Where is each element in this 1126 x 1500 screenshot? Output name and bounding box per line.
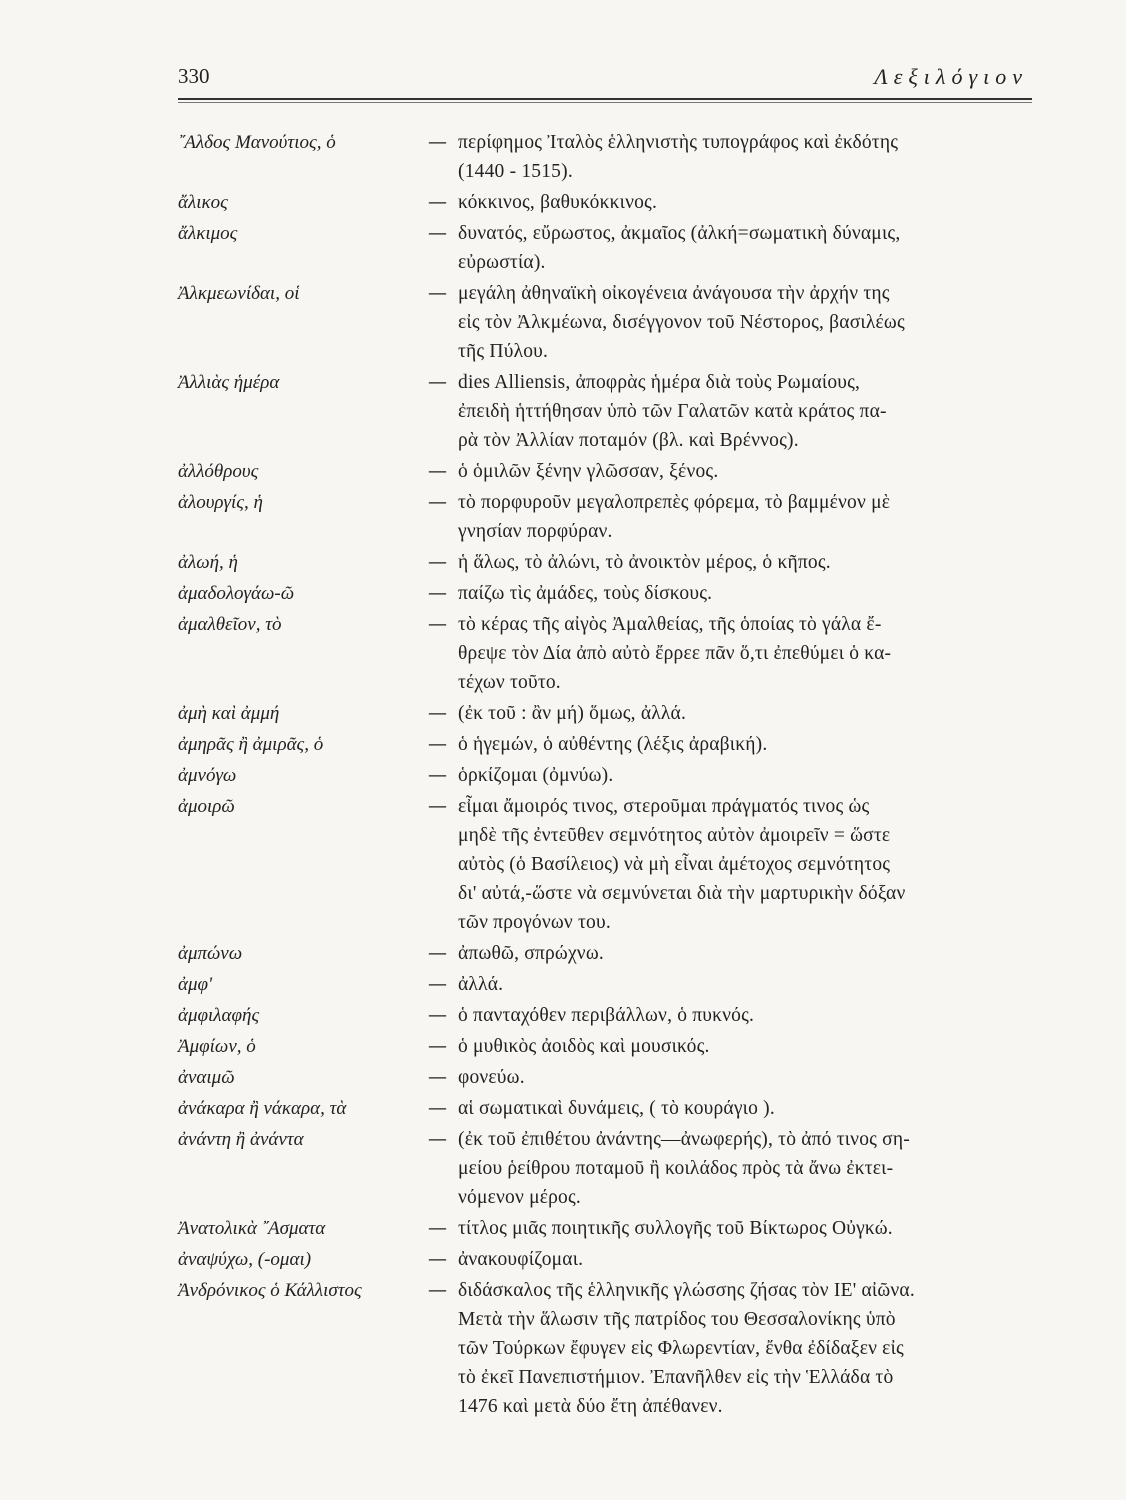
glossary-entry: [178, 128, 1038, 186]
entry-dash: —: [428, 702, 447, 724]
entry-definition: [458, 699, 1034, 728]
definition-line: θρεψε τὸν Δία ἀπὸ αὐτὸ ἔρρεε πᾶν ὅ,τι ἐπεθύμει ὁ κα-: [458, 643, 892, 664]
entry-term: ἀνάντη ἢ ἀνάντα: [178, 1129, 304, 1150]
definition-line: τὸ ἐκεῖ Πανεπιστήμιον. Ἐπανῆλθεν εἰς τὴν Ἑλλάδα τὸ: [458, 1367, 894, 1388]
entry-dash: —: [428, 371, 447, 393]
definition-line: (1440 - 1515).: [458, 161, 573, 182]
definition-line: μεγάλη ἀθηναϊκὴ οἰκογένεια ἀνάγουσα τὴν ἀρχήν της: [458, 283, 890, 304]
entry-dash: —: [428, 795, 447, 817]
glossary-entry: [178, 970, 1038, 999]
entry-term: ἀνάκαρα ἢ νάκαρα, τὰ: [178, 1098, 347, 1119]
entry-definition: [458, 128, 1034, 186]
entry-definition: [458, 368, 1034, 455]
entry-definition: [458, 730, 1034, 759]
glossary-entry: [178, 219, 1038, 277]
entry-definition: [458, 579, 1034, 608]
entry-term: Ἀμφίων, ὁ: [178, 1036, 256, 1057]
entry-definition: [458, 279, 1034, 366]
entry-term: Ἀνατολικὰ ῎Ασματα: [178, 1218, 326, 1239]
definition-line: περίφημος Ἰταλὸς ἑλληνιστὴς τυπογράφος καὶ ἐκδότης: [458, 132, 899, 153]
glossary-entries: [178, 128, 1038, 1423]
entry-term: ἀλλόθρους: [178, 461, 259, 482]
glossary-entry: [178, 279, 1038, 366]
entry-dash: —: [428, 491, 447, 513]
definition-line: τῶν Τούρκων ἔφυγεν εἰς Φλωρεντίαν, ἔνθα ἐδίδαξεν εἰς: [458, 1338, 904, 1359]
definition-line: τῆς Πύλου.: [458, 341, 549, 362]
glossary-entry: [178, 488, 1038, 546]
definition-line: εἶμαι ἄμοιρός τινος, στεροῦμαι πράγματός τινος ὡς: [458, 796, 870, 817]
glossary-entry: [178, 1001, 1038, 1030]
entry-dash: —: [428, 582, 447, 604]
definition-line: (ἐκ τοῦ : ἂν μή) ὅμως, ἀλλά.: [458, 703, 687, 724]
entry-definition: [458, 970, 1034, 999]
definition-line: ὁ ἡγεμών, ὁ αὐθέντης (λέξις ἀραβική).: [458, 734, 768, 755]
entry-term: ἀμηρᾶς ἢ ἀμιρᾶς, ὁ: [178, 734, 324, 755]
entry-term: ἀμφ': [178, 974, 213, 995]
entry-dash: —: [428, 1066, 447, 1088]
entry-dash: —: [428, 942, 447, 964]
header-rule-thin: [178, 102, 1032, 103]
definition-line: ὁ ὁμιλῶν ξένην γλῶσσαν, ξένος.: [458, 461, 719, 482]
definition-line: ἡ ἅλως, τὸ ἀλώνι, τὸ ἀνοικτὸν μέρος, ὁ κῆπος.: [458, 552, 831, 573]
header-rule: [178, 98, 1032, 100]
page-header: [178, 58, 1028, 92]
glossary-entry: [178, 368, 1038, 455]
definition-line: τὸ πορφυροῦν μεγαλοπρεπὲς φόρεμα, τὸ βαμμένον μὲ: [458, 492, 891, 513]
definition-line: αἱ σωματικαὶ δυνάμεις, ( τὸ κουράγιο ).: [458, 1098, 775, 1119]
definition-line: Μετὰ τὴν ἅλωσιν τῆς πατρίδος του Θεσσαλονίκης ὑπὸ: [458, 1309, 896, 1330]
entry-dash: —: [428, 613, 447, 635]
entry-definition: [458, 1125, 1034, 1212]
glossary-entry: [178, 1276, 1038, 1421]
page-number: 330: [178, 64, 210, 88]
entry-definition: [458, 610, 1034, 697]
entry-term: ἀμνόγω: [178, 765, 237, 786]
entry-dash: —: [428, 1035, 447, 1057]
entry-dash: —: [428, 222, 447, 244]
entry-term: ἄλκιμος: [178, 223, 238, 244]
definition-line: εἰς τὸν Ἀλκμέωνα, δισέγγονον τοῦ Νέστορος, βασιλέως: [458, 312, 905, 333]
glossary-entry: [178, 188, 1038, 217]
entry-term: ἀμαδολογάω-ῶ: [178, 583, 295, 604]
entry-dash: —: [428, 131, 447, 153]
definition-line: γνησίαν πορφύραν.: [458, 521, 613, 542]
definition-line: ἀπωθῶ, σπρώχνω.: [458, 943, 604, 964]
entry-definition: [458, 1276, 1034, 1421]
entry-dash: —: [428, 1128, 447, 1150]
definition-line: ἐπειδὴ ἡττήθησαν ὑπὸ τῶν Γαλατῶν κατὰ κράτος πα-: [458, 401, 887, 422]
entry-definition: [458, 1001, 1034, 1030]
entry-dash: —: [428, 1248, 447, 1270]
entry-dash: —: [428, 1004, 447, 1026]
entry-term: Ἀνδρόνικος ὁ Κάλλιστος: [178, 1280, 362, 1301]
entry-term: ἀμοιρῶ: [178, 796, 235, 817]
glossary-entry: [178, 761, 1038, 790]
entry-term: ῎Αλδος Μανούτιος, ὁ: [178, 132, 336, 153]
definition-line: ὁρκίζομαι (ὀμνύω).: [458, 765, 614, 786]
entry-dash: —: [428, 1097, 447, 1119]
entry-term: ἀναιμῶ: [178, 1067, 235, 1088]
glossary-entry: [178, 457, 1038, 486]
entry-term: ἀλουργίς, ἡ: [178, 492, 263, 513]
definition-line: δι' αὐτά,-ὥστε νὰ σεμνύνεται διὰ τὴν μαρτυρικὴν δόξαν: [458, 883, 906, 904]
entry-dash: —: [428, 551, 447, 573]
definition-line: τίτλος μιᾶς ποιητικῆς συλλογῆς τοῦ Βίκτωρος Οὐγκώ.: [458, 1218, 893, 1239]
definition-line: ρὰ τὸν Ἀλλίαν ποταμόν (βλ. καὶ Βρέννος).: [458, 430, 799, 451]
entry-definition: [458, 457, 1034, 486]
entry-definition: [458, 1214, 1034, 1243]
definition-line: ὁ μυθικὸς ἀοιδὸς καὶ μουσικός.: [458, 1036, 710, 1057]
definition-line: ἀνακουφίζομαι.: [458, 1249, 584, 1270]
entry-definition: [458, 939, 1034, 968]
entry-term: ἀμὴ καὶ ἀμμή: [178, 703, 280, 724]
entry-dash: —: [428, 282, 447, 304]
entry-dash: —: [428, 1279, 447, 1301]
entry-definition: [458, 761, 1034, 790]
entry-dash: —: [428, 733, 447, 755]
definition-line: νόμενον μέρος.: [458, 1187, 581, 1208]
definition-line: αὐτὸς (ὁ Βασίλειος) νὰ μὴ εἶναι ἀμέτοχος σεμνότητος: [458, 854, 891, 875]
glossary-entry: [178, 730, 1038, 759]
entry-term: Ἀλκμεωνίδαι, οἱ: [178, 283, 300, 304]
definition-line: τῶν προγόνων του.: [458, 912, 611, 933]
entry-definition: [458, 219, 1034, 277]
entry-dash: —: [428, 1217, 447, 1239]
definition-line: (ἐκ τοῦ ἐπιθέτου ἀνάντης—ἀνωφερής), τὸ ἀπό τινος ση-: [458, 1129, 910, 1150]
entry-definition: [458, 1063, 1034, 1092]
definition-line: φονεύω.: [458, 1067, 525, 1088]
entry-dash: —: [428, 460, 447, 482]
entry-definition: [458, 548, 1034, 577]
glossary-entry: [178, 1214, 1038, 1243]
definition-line: μηδὲ τῆς ἐντεῦθεν σεμνότητος αὐτὸν ἀμοιρεῖν = ὥστε: [458, 825, 891, 846]
entry-dash: —: [428, 191, 447, 213]
definition-line: παίζω τὶς ἀμάδες, τοὺς δίσκους.: [458, 583, 713, 604]
glossary-entry: [178, 610, 1038, 697]
entry-definition: [458, 792, 1034, 937]
entry-dash: —: [428, 764, 447, 786]
glossary-entry: [178, 1245, 1038, 1274]
glossary-entry: [178, 1063, 1038, 1092]
glossary-entry: [178, 939, 1038, 968]
entry-term: ἀναψύχω, (-ομαι): [178, 1249, 312, 1270]
entry-definition: [458, 188, 1034, 217]
entry-term: ἀμφιλαφής: [178, 1005, 260, 1026]
definition-line: διδάσκαλος τῆς ἑλληνικῆς γλώσσης ζήσας τὸν ΙΕ' αἰῶνα.: [458, 1280, 915, 1301]
running-title: Λεξιλόγιον: [874, 64, 1028, 89]
glossary-entry: [178, 1094, 1038, 1123]
entry-term: ἀμαλθεῖον, τὸ: [178, 614, 282, 635]
glossary-entry: [178, 699, 1038, 728]
entry-term: ἀμπώνω: [178, 943, 243, 964]
entry-term: ἄλικος: [178, 192, 228, 213]
definition-line: μείου ῥείθρου ποταμοῦ ἢ κοιλάδος πρὸς τὰ ἄνω ἐκτει-: [458, 1158, 894, 1179]
definition-line: ὁ πανταχόθεν περιβάλλων, ὁ πυκνός.: [458, 1005, 755, 1026]
entry-definition: [458, 488, 1034, 546]
definition-line: κόκκινος, βαθυκόκκινος.: [458, 192, 658, 213]
definition-line: εὐρωστία).: [458, 252, 546, 273]
glossary-entry: [178, 792, 1038, 937]
definition-line: dies Alliensis, ἀποφρὰς ἡμέρα διὰ τοὺς Ρωμαίους,: [458, 372, 861, 393]
glossary-entry: [178, 1125, 1038, 1212]
glossary-entry: [178, 548, 1038, 577]
glossary-entry: [178, 1032, 1038, 1061]
definition-line: 1476 καὶ μετὰ δύο ἔτη ἀπέθανεν.: [458, 1396, 723, 1417]
definition-line: ἀλλά.: [458, 974, 504, 995]
definition-line: τέχων τοῦτο.: [458, 672, 561, 693]
entry-term: Ἀλλιὰς ἡμέρα: [178, 372, 280, 393]
definition-line: τὸ κέρας τῆς αἰγὸς Ἀμαλθείας, τῆς ὁποίας τὸ γάλα ἔ-: [458, 614, 882, 635]
entry-term: ἀλωή, ἡ: [178, 552, 238, 573]
definition-line: δυνατός, εὔρωστος, ἀκμαῖος (ἀλκή=σωματικὴ δύναμις,: [458, 223, 901, 244]
entry-definition: [458, 1032, 1034, 1061]
entry-definition: [458, 1094, 1034, 1123]
entry-dash: —: [428, 973, 447, 995]
glossary-entry: [178, 579, 1038, 608]
entry-definition: [458, 1245, 1034, 1274]
